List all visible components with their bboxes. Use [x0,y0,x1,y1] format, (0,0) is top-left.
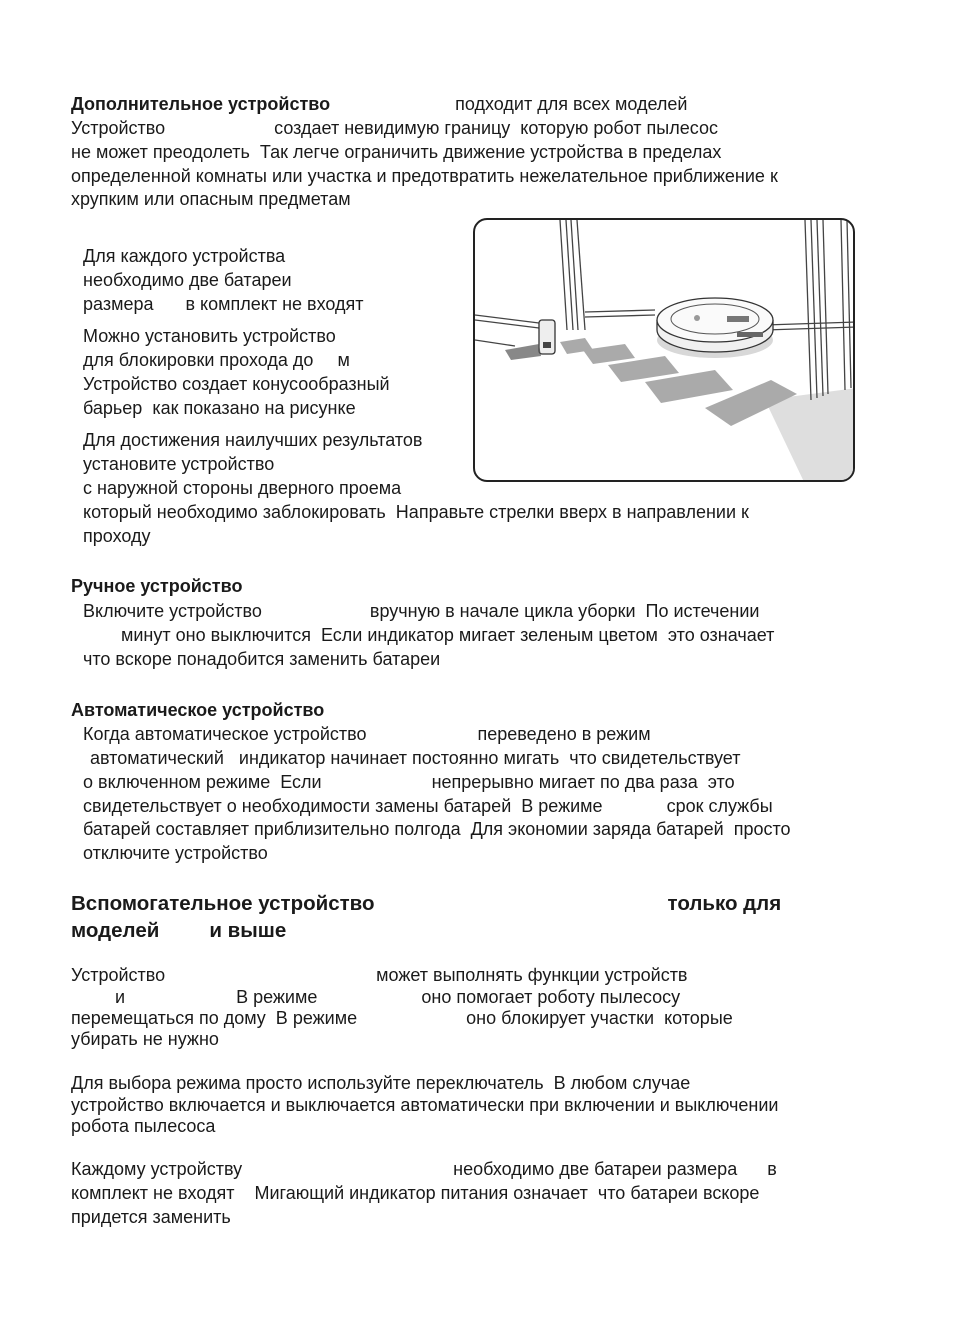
bullet-best-line-5: проходу [83,526,151,546]
aux-p2-line-3: робота пылесоса [71,1116,216,1136]
aux-p2-line-2: устройство включается и выключается автоматически при включении и выключении [71,1095,779,1115]
auto-text: срок службы [666,796,773,816]
intro-line-5: хрупким или опасным предметам [71,189,351,209]
auto-line-3 [83,771,735,793]
aux-p1-line-4: убирать не нужно [71,1029,219,1049]
intro-line-1 [71,93,687,115]
auto-text: Когда автоматическое устройство [83,724,367,744]
aux-text: и [115,987,126,1007]
aux-p3-line-1 [71,1158,777,1180]
manual-line-1 [83,600,759,622]
bullet-block-line-3: Устройство создает конусообразный [83,374,390,394]
bullet-text: в комплект не входят [185,294,364,314]
intro-line-3: не может преодолеть Так легче ограничить движение устройства в пределах [71,142,722,162]
bullet-text: для блокировки прохода до [83,350,314,370]
manual-line-2: минут оно выключится Если индикатор мигает зеленым цветом это означает [121,625,775,645]
auto-text: непрерывно мигает по два раза это [431,772,735,792]
aux-p1-line-3 [71,1007,733,1029]
bullet-text: м [337,350,350,370]
aux-text: Устройство [71,965,166,985]
bullet-batteries-line-1: Для каждого устройства [83,246,286,266]
intro-line-2 [71,117,718,139]
bullet-best-line-4: который необходимо заблокировать Направьте стрелки вверх в направлении к [83,502,749,522]
barrier-illustration-svg [475,220,855,482]
aux-heading-text: Вспомогательное устройство [71,892,375,915]
section-heading-auxiliary [71,891,781,917]
aux-p3-line-3: придется заменить [71,1207,231,1227]
bullet-block-line-2 [83,349,350,371]
auto-text: переведено в режим [477,724,651,744]
bullet-block-line-4: барьер как показано на рисунке [83,398,356,418]
intro-heading-tail: подходит для всех моделей [455,94,688,114]
aux-p2-line-1: Для выбора режима просто используйте переключатель В любом случае [71,1073,691,1093]
aux-heading-text: моделей [71,919,160,942]
section-heading-additional: Дополнительное устройство [71,94,331,114]
manual-line-3: что вскоре понадобится заменить батареи [83,649,441,669]
aux-text: оно блокирует участки которые [466,1008,733,1028]
aux-p1-line-1 [71,964,688,986]
auto-line-1 [83,723,651,745]
auto-line-5: батарей составляет приблизительно полгода Для экономии заряда батарей просто [83,819,791,839]
auto-line-6: отключите устройство [83,843,268,863]
bullet-text: размера [83,294,154,314]
intro-text: Устройство [71,118,166,138]
intro-text: создает невидимую границу которую робот пылесос [274,118,718,138]
bullet-block-line-1: Можно установить устройство [83,326,336,346]
barrier-device [505,320,555,360]
aux-text: В режиме [236,987,318,1007]
bullet-best-line-1: Для достижения наилучших результатов [83,430,423,450]
bullet-batteries-line-2: необходимо две батареи [83,270,292,290]
section-heading-auxiliary-line-2 [71,918,286,944]
intro-line-4: определенной комнаты или участка и предотвратить нежелательное приближение к [71,166,778,186]
section-heading-manual: Ручное устройство [71,576,243,596]
aux-text: может выполнять функции устройств [376,965,688,985]
auto-text: свидетельствует о необходимости замены батарей В режиме [83,796,603,816]
manual-text: вручную в начале цикла уборки По истечении [369,601,760,621]
aux-heading-tail: только для [667,892,782,915]
auto-line-4 [83,795,773,817]
aux-text: необходимо две батареи размера [453,1159,738,1179]
bullet-best-line-3: с наружной стороны дверного проема [83,478,402,498]
bullet-best-line-2: установите устройство [83,454,275,474]
section-heading-automatic: Автоматическое устройство [71,700,325,720]
aux-text: Каждому устройству [71,1159,243,1179]
aux-text: перемещаться по дому В режиме [71,1008,358,1028]
aux-text: в [767,1159,777,1179]
bullet-batteries-line-3 [83,293,364,315]
aux-text: оно помогает роботу пылесосу [421,987,681,1007]
auto-text: о включенном режиме Если [83,772,322,792]
aux-heading-text: и выше [209,919,287,942]
aux-p1-line-2 [115,986,680,1008]
auto-line-2: автоматический индикатор начинает постоянно мигать что свидетельствует [90,748,741,768]
aux-p3-line-2: комплект не входят Мигающий индикатор питания означает что батареи вскоре [71,1183,760,1203]
robot-vacuum [657,298,773,358]
manual-text: Включите устройство [83,601,262,621]
barrier-illustration [473,218,855,482]
